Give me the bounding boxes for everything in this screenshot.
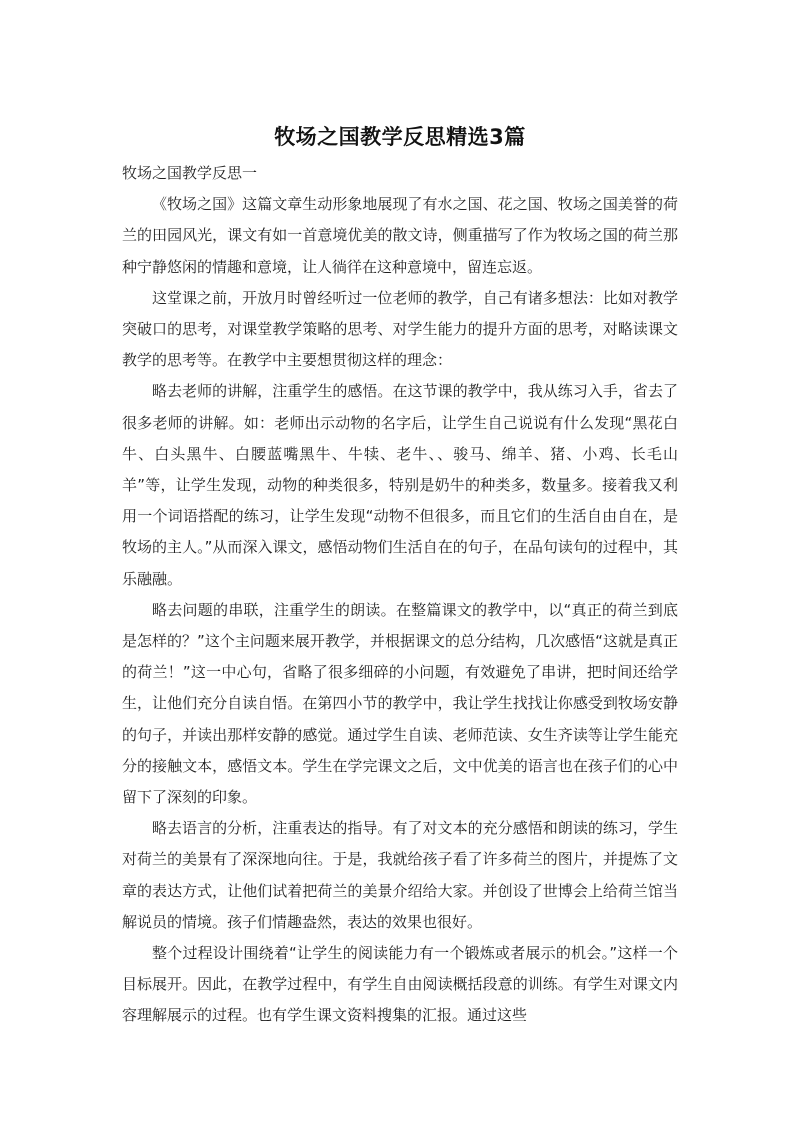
document-body — [122, 158, 678, 1032]
section-heading: 牧场之国教学反思一 — [122, 164, 258, 182]
paragraph-1: 《牧场之国》这篇文章生动形象地展现了有水之国、花之国、牧场之国美誉的荷兰的田园风光，课文有如一首意境优美的散文诗，侧重描写了作为牧场之国的荷兰那种宁静悠闲的情趣和意境，让人徜徉在这种意境中，留连忘返。 — [122, 195, 678, 276]
paragraph-4: 略去问题的串联，注重学生的朗读。在整篇课文的教学中，以“真正的荷兰到底是怎样的？”这个主问题来展开教学，并根据课文的总分结构，几次感悟“这就是真正的荷兰！”这一中心句，省略了很多细碎的小问题，有效避免了串讲，把时间还给学生，让他们充分自读自悟。在第四小节的教学中，我让学生找找让你感受到牧场安静的句子，并读出那样安静的感觉。通过学生自读、老师范读、女生齐读等让学生能充分的接触文本，感悟文本。学生在学完课文之后，文中优美的语言也在孩子们的心中留下了深刻的印象。 — [122, 600, 678, 807]
document-title: 牧场之国教学反思精选3篇 — [274, 125, 526, 149]
paragraph-6: 整个过程设计围绕着“让学生的阅读能力有一个锻炼或者展示的机会。”这样一个目标展开。因此，在教学过程中，有学生自由阅读概括段意的训练。有学生对课文内容理解展示的过程。也有学生课文资料搜集的汇报。通过这些 — [122, 944, 678, 1025]
paragraph-3: 略去老师的讲解，注重学生的感悟。在这节课的教学中，我从练习入手，省去了很多老师的讲解。如：老师出示动物的名字后，让学生自己说说有什么发现“黑花白牛、白头黑牛、白腰蓝嘴黑牛、牛犊、老牛、、骏马、绵羊、猪、小鸡、长毛山羊”等，让学生发现，动物的种类很多，特别是奶牛的种类多，数量多。接着我又利用一个词语搭配的练习，让学生发现“动物不但很多，而且它们的生活自由自在，是牧场的主人。”从而深入课文，感悟动物们生活自在的句子，在品句读句的过程中，其乐融融。 — [122, 382, 678, 588]
paragraph-5: 略去语言的分析，注重表达的指导。有了对文本的充分感悟和朗读的练习，学生对荷兰的美景有了深深地向往。于是，我就给孩子看了许多荷兰的图片，并提炼了文章的表达方式，让他们试着把荷兰的美景介绍给大家。并创设了世博会上给荷兰馆当解说员的情境。孩子们情趣盎然，表达的效果也很好。 — [122, 819, 678, 931]
paragraph-2: 这堂课之前，开放月时曾经听过一位老师的教学，自己有诸多想法：比如对教学突破口的思考，对课堂教学策略的思考、对学生能力的提升方面的思考，对略读课文教学的思考等。在教学中主要想贯彻这样的理念： — [122, 288, 678, 370]
